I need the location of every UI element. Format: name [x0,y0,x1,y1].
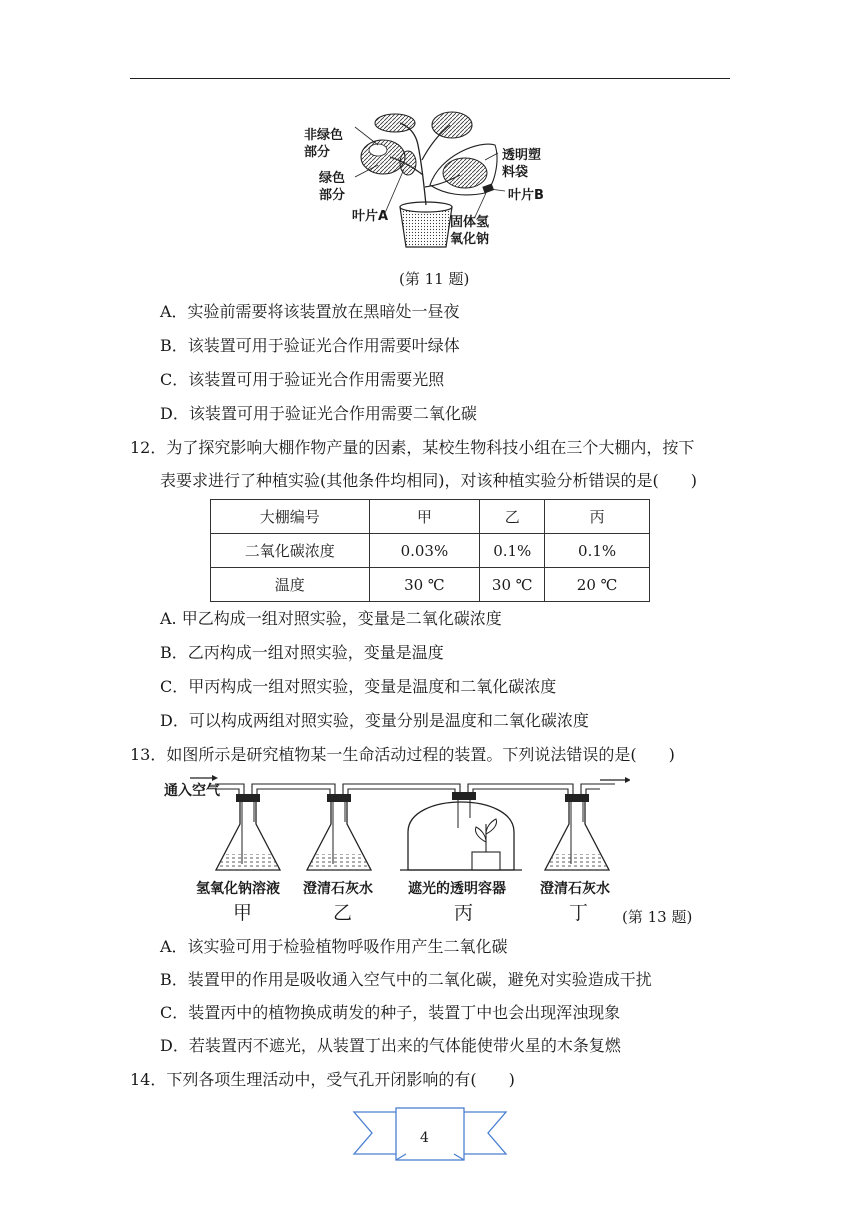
q13-caption: (第 13 题) [622,908,693,926]
page-number: 4 [420,1130,429,1146]
q12-option-c: C．甲丙构成一组对照实验，变量是温度和二氧化碳浓度 [160,677,557,696]
label-yi: 乙 [333,902,353,924]
q13-stem: 13．如图所示是研究植物某一生命活动过程的装置。下列说法错误的是( ) [130,745,675,764]
table-cell: 20 ℃ [545,568,650,602]
q11-option-b: B．该装置可用于验证光合作用需要叶绿体 [160,336,460,355]
label-jia: 甲 [233,902,253,924]
table-cell: 0.1% [545,534,650,568]
table-row [211,534,650,568]
q12-option-b: B．乙丙构成一组对照实验，变量是温度 [160,643,444,662]
q13-option-d: D．若装置丙不遮光，从装置丁出来的气体能使带火星的木条复燃 [160,1036,621,1055]
q13-option-a: A．该实验可用于检验植物呼吸作用产生二氧化碳 [160,937,508,956]
respiration-apparatus-illustration [160,772,630,880]
q13-option-b: B．装置甲的作用是吸收通入空气中的二氧化碳，避免对实验造成干扰 [160,970,652,989]
table-row [211,568,650,602]
q12-option-a: A. 甲乙构成一组对照实验，变量是二氧化碳浓度 [160,609,502,628]
table-cell: 30 ℃ [369,568,480,602]
q11-option-c: C．该装置可用于验证光合作用需要光照 [160,370,445,389]
label-solid-naoh: 固体氢 氧化钠 [450,215,490,247]
table-cell: 0.03% [369,534,480,568]
label-green-part: 绿色 部分 [319,171,346,203]
label-limewater-ding: 澄清石灰水 [540,881,610,897]
q11-option-d: D．该装置可用于验证光合作用需要二氧化碳 [160,404,477,423]
q12-stem-line1: 12．为了探究影响大棚作物产量的因素，某校生物科技小组在三个大棚内，按下 [130,438,695,457]
page-number-ribbon [350,1106,510,1166]
table-cell: 二氧化碳浓度 [211,534,370,568]
table-cell: 大棚编号 [211,500,370,534]
table-cell: 甲 [369,500,480,534]
q14-stem: 14．下列各项生理活动中，受气孔开闭影响的有( ) [130,1070,515,1089]
table-cell: 温度 [211,568,370,602]
header-rule [130,78,730,79]
q13-option-c: C．装置丙中的植物换成萌发的种子，装置丁中也会出现浑浊现象 [160,1003,621,1022]
table-cell: 0.1% [480,534,545,568]
label-air-in: 通入空气 [164,783,220,799]
q11-caption: (第 11 题) [399,270,470,288]
q11-option-a: A．实验前需要将该装置放在黑暗处一昼夜 [160,302,460,321]
table-row [211,500,650,534]
label-ding: 丁 [569,902,589,924]
label-leaf-b: 叶片B [508,188,544,203]
table-cell: 乙 [480,500,545,534]
q12-option-d: D．可以构成两组对照实验，变量分别是温度和二氧化碳浓度 [160,711,589,730]
label-non-green-part: 非绿色 部分 [304,128,344,160]
table-cell: 丙 [545,500,650,534]
label-transparent-bag: 透明塑 料袋 [502,148,542,180]
label-bing: 丙 [454,902,474,924]
q12-stem-line2: 表要求进行了种植实验(其他条件均相同)，对该种植实验分析错误的是( ) [160,471,697,490]
q12-table [210,499,650,602]
label-dark-container: 遮光的透明容器 [408,881,506,897]
label-limewater-yi: 澄清石灰水 [303,881,373,897]
label-leaf-a: 叶片A [352,209,389,224]
table-cell: 30 ℃ [480,568,545,602]
label-naoh-solution: 氢氧化钠溶液 [196,881,280,897]
